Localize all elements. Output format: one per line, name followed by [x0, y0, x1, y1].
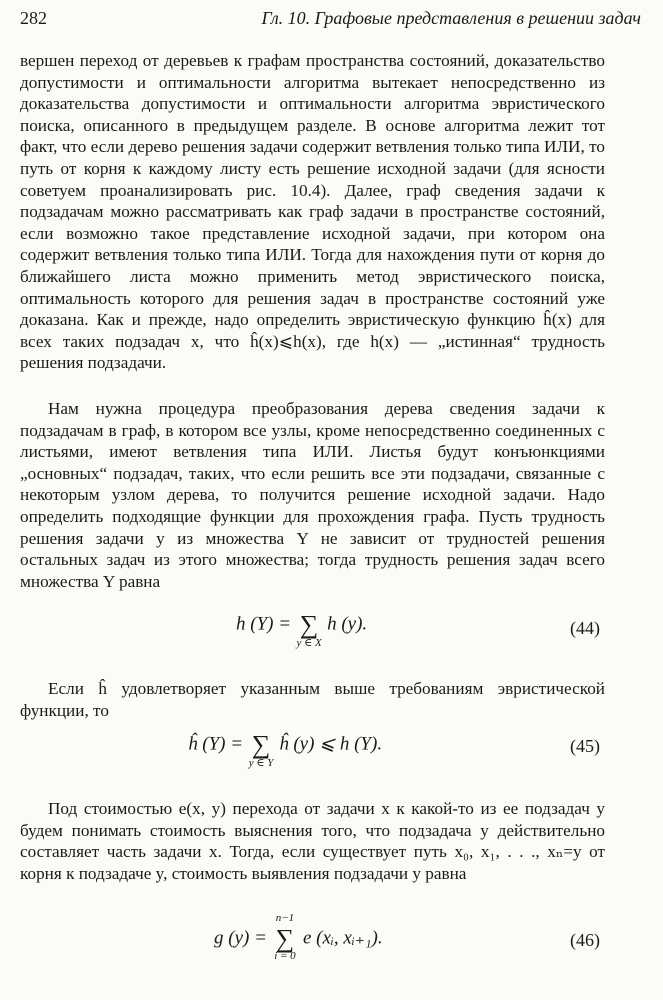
eq46-sigma: ∑ [275, 924, 295, 953]
running-title: Гл. 10. Графовые представления в решении задач [261, 8, 641, 28]
equation-45 [20, 728, 600, 768]
eq46-rhs: e (xᵢ, xᵢ₊₁). [302, 927, 383, 949]
eq45-lhs: ĥ (Y) = [188, 733, 244, 755]
page-number: 282 [20, 8, 47, 28]
paragraph-3: Если ĥ удовлетворяет указанным выше требованиям эвристической функции, то [20, 679, 605, 720]
equation-46-body [214, 912, 383, 962]
eq45-sum [248, 730, 274, 769]
eq45-sum-index: y ∈ Y [248, 757, 274, 769]
eq46-sum-index: i = 0 [274, 950, 296, 962]
eq46-sum [274, 912, 296, 962]
eq46-lhs: g (y) = [214, 927, 267, 949]
paragraph-1: вершен переход от деревьев к графам пространства состояний, доказательство допустимости и оптимальности алгоритма вытекает непосредственно из доказательства допустимости и оптимальности алгоритма эвристического поиска, описанного в предыдущем разделе. В основе алгоритма лежит тот факт, что если дерево решения задачи содержит ветвления только типа ИЛИ, то путь от корня к каждому листу есть решение исходной задачи (для ясности советуем проанализировать рис. 10.4). Далее, граф сведения задачи к подзадачам можно рассматривать как граф задачи в пространстве состояний, если возможно такое представление исходной задачи, при котором она содержит ветвления только типа ИЛИ. Тогда для нахождения пути от корня до ближайшего листа можно применить метод эвристического поиска, оптимальность которого для решения задач в пространстве состояний уже доказана. Как и прежде, надо определить эвристическую функцию ĥ(x) для всех таких подзадач x, что ĥ(x)⩽h(x), где h(x) — „истинная“ трудность решения подзадачи. [20, 51, 605, 373]
eq44-lhs: h (Y) = [236, 613, 292, 635]
eq44-sigma: ∑ [299, 610, 319, 639]
equation-45-body [188, 730, 383, 769]
eq46-sum-upper: n−1 [275, 912, 295, 924]
eq45-rhs: ĥ (y) ⩽ h (Y). [279, 733, 383, 755]
equation-46 [20, 912, 600, 962]
equation-45-number: (45) [570, 736, 600, 756]
eq44-sum-index: y ∈ X [296, 637, 322, 649]
equation-46-number: (46) [570, 930, 600, 950]
equation-44 [20, 610, 600, 650]
eq44-sum [296, 610, 322, 649]
equation-44-body [236, 610, 368, 649]
equation-44-number: (44) [570, 618, 600, 638]
paragraph-4: Под стоимостью e(x, y) перехода от задачи x к какой-то из ее подзадач y будем понимать стоимость выяснения того, что подзадача y действительно составляет часть задачи x. Тогда, если существует путь x₀, x₁, . . ., xₙ=y от корня к подзадаче y, стоимость выявления подзадачи y равна [20, 799, 605, 883]
eq44-rhs: h (y). [327, 613, 368, 635]
paragraph-2: Нам нужна процедура преобразования дерева сведения задачи к подзадачам в граф, в котором все узлы, кроме непосредственно соединенных с листьями, имеют ветвления типа ИЛИ. Листья будут конъюнкциями „основных“ подзадач, таких, что если решить все эти подзадачи, связанные с некоторым узлом дерева, то получится решение исходной задачи. Надо определить подходящие функции для прохождения графа. Пусть трудность решения задачи y из множества Y не зависит от трудностей решения остальных задач из этого множества; тогда трудность решения задач всего множества Y равна [20, 399, 605, 591]
eq45-sigma: ∑ [251, 730, 271, 759]
page-header [20, 8, 641, 32]
